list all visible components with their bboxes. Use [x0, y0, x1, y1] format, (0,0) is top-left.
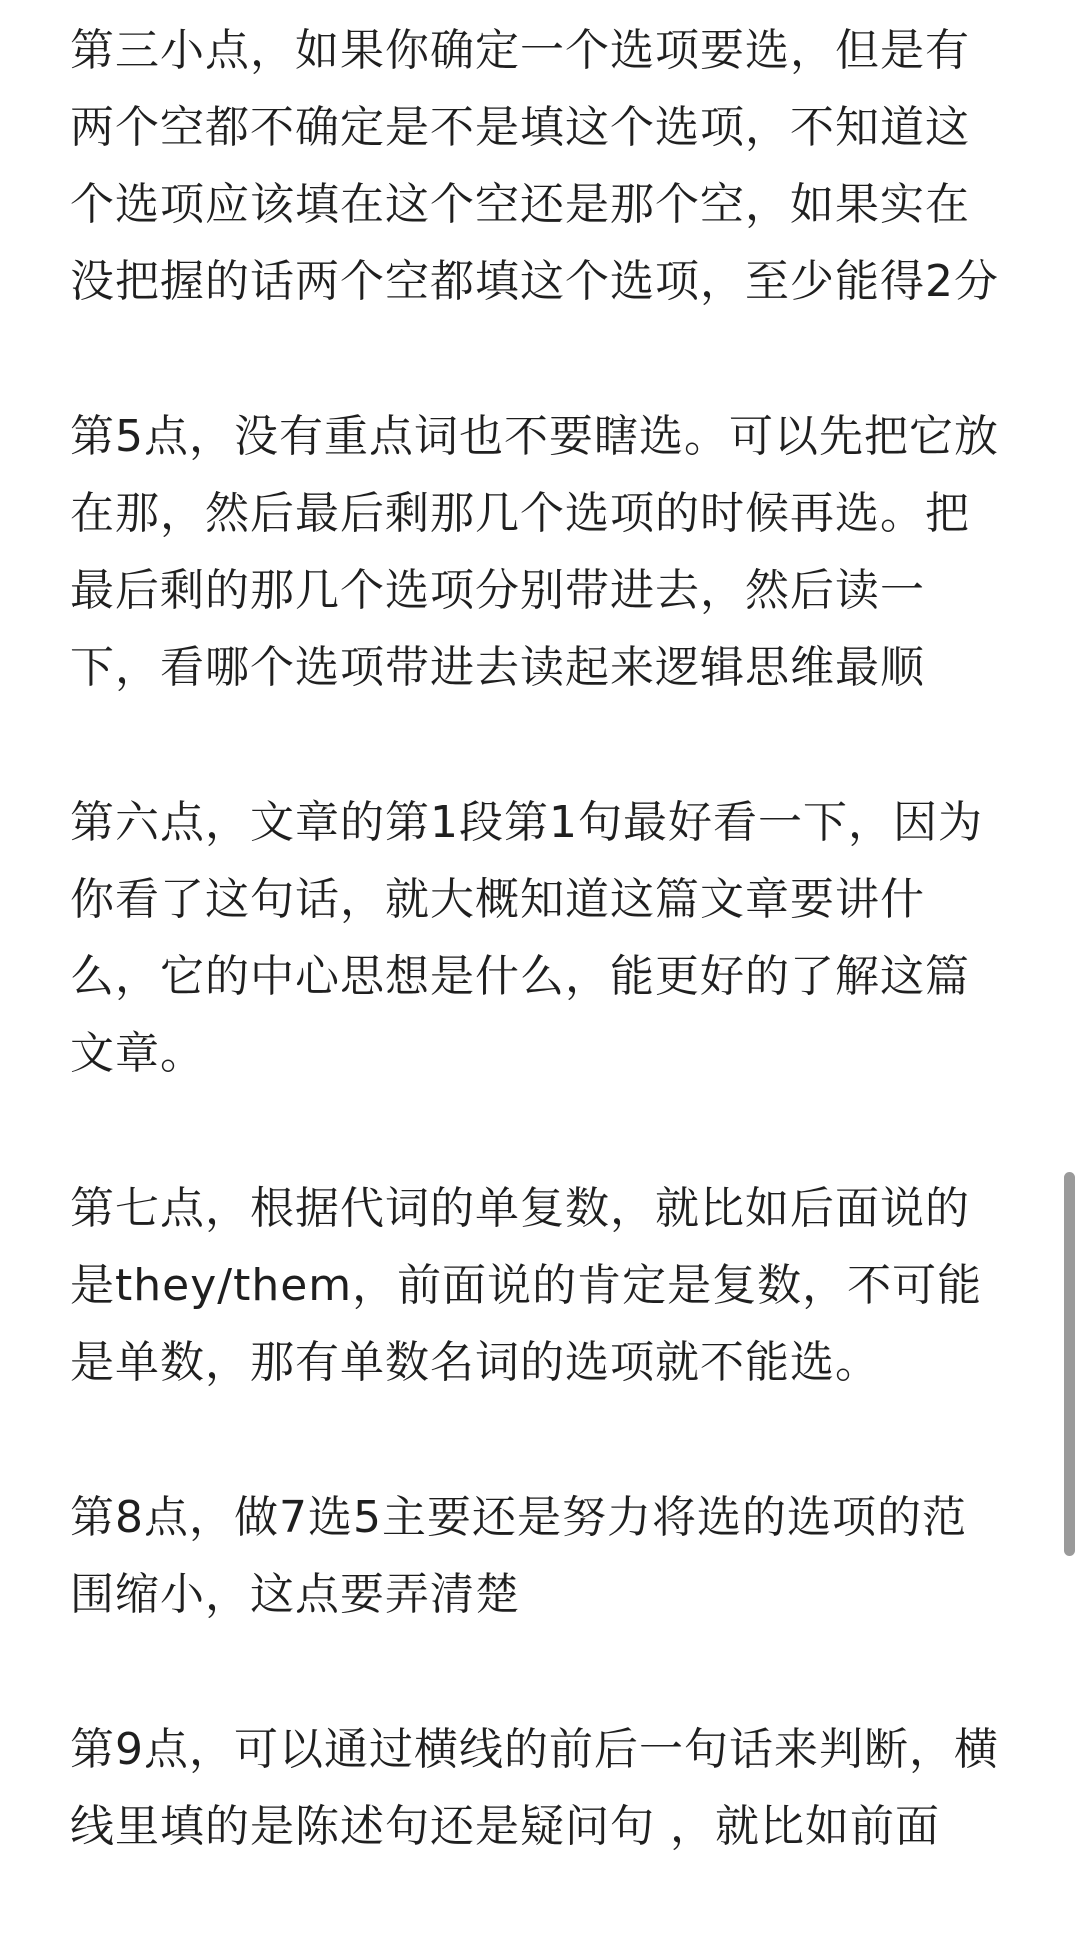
scrollbar[interactable]: [1058, 0, 1080, 1956]
scrollbar-thumb[interactable]: [1064, 1172, 1075, 1556]
article-body: [70, 12, 1010, 1943]
paragraph-tip-5: 第5点，没有重点词也不要瞎选。可以先把它放在那，然后最后剩那几个选项的时候再选。把最后剩的那几个选项分别带进去，然后读一下，看哪个选项带进去读起来逻辑思维最顺: [70, 411, 999, 693]
paragraph-tip-8: 第8点，做7选5主要还是努力将选的选项的范围缩小，这点要弄清楚: [70, 1492, 967, 1620]
paragraph-tip-9: 第9点，可以通过横线的前后一句话来判断，横线里填的是陈述句还是疑问句 ，就比如前面: [70, 1724, 999, 1852]
paragraph-tip-6: 第六点，文章的第1段第1句最好看一下，因为你看了这句话，就大概知道这篇文章要讲什么，它的中心思想是什么，能更好的了解这篇文章。: [70, 797, 983, 1079]
paragraph-tip-7: 第七点，根据代词的单复数，就比如后面说的是they/them，前面说的肯定是复数，不可能是单数，那有单数名词的选项就不能选。: [70, 1183, 983, 1388]
paragraph-tip-3: 第三小点，如果你确定一个选项要选，但是有两个空都不确定是不是填这个选项，不知道这个选项应该填在这个空还是那个空，如果实在没把握的话两个空都填这个选项，至少能得2分: [70, 25, 999, 307]
